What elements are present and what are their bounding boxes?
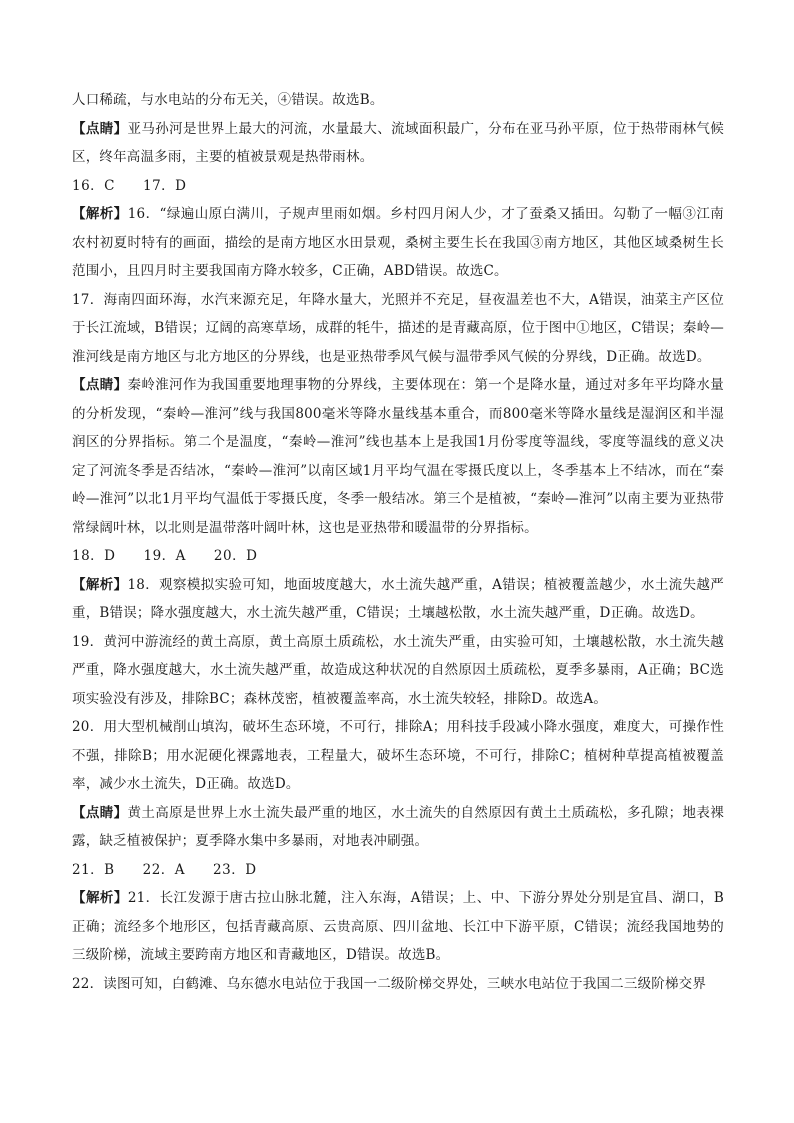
- body-text: 18．观察模拟实验可知，地面坡度越大，水土流失越严重，A错误；植被覆盖越少，水土流失越严重，B错误；降水强度越大，水土流失越严重，C错误；土壤越松散，水土流失越严重，D正确。故选D。: [72, 576, 724, 621]
- body-text: 17．海南四面环海，水汽来源充足，年降水量大，光照并不充足，昼夜温差也不大，A错误，油菜主产区位于长江流域，B错误；辽阔的高寒草场，成群的牦牛，描述的是青藏高原，位于图中①地区，C错误；秦岭—淮河线是南方地区与北方地区的分界线，也是亚热带季风气候与温带季风气候的分界线，D正确。故选D。: [72, 291, 724, 365]
- analysis-paragraph: [72, 286, 724, 372]
- body-text: 黄土高原是世界上水土流失最严重的地区，水土流失的自然原因有黄土土质疏松，多孔隙；地表裸露，缺乏植被保护；夏季降水集中多暴雨，对地表冲刷强。: [72, 804, 724, 849]
- comment-paragraph: [72, 799, 724, 856]
- answer-explanation-text: [72, 86, 724, 998]
- body-text: 19．黄河中游流经的黄土高原，黄土高原土质疏松，水土流失严重，由实验可知，土壤越松散，水土流失越严重，降水强度越大，水土流失越严重，故造成这种状况的自然原因土质疏松，夏季多暴雨，A正确；BC选项实验没有涉及，排除BC；森林茂密，植被覆盖率高，水土流失较轻，排除D。故选A。: [72, 633, 724, 707]
- analysis-paragraph: [72, 200, 724, 286]
- answer-key: 21．B 22．A 23．D: [72, 861, 257, 878]
- comment-tag: 【点睛】: [72, 804, 128, 821]
- answer-key-line: [72, 172, 724, 201]
- body-text: 20．用大型机械削山填沟，破坏生态环境，不可行，排除A；用科技手段减小降水强度，难度大，可操作性不强，排除B；用水泥硬化裸露地表，工程量大，破坏生态环境，不可行，排除C；植树种草提高植被覆盖率，减少水土流失，D正确。故选D。: [72, 719, 724, 792]
- analysis-tag: 【解析】: [72, 890, 128, 906]
- analysis-paragraph: [72, 713, 724, 799]
- comment-paragraph: [72, 371, 724, 542]
- answer-key: 18．D 19．A 20．D: [72, 548, 258, 564]
- comment-tag: 【点睛】: [72, 377, 128, 393]
- body-text: 16．“绿遍山原白满川，子规声里雨如烟。乡村四月闲人少，才了蚕桑又插田。勾勒了一幅③江南农村初夏时特有的画面，描绘的是南方地区水田景观，桑树主要生长在我国③南方地区，其他区域桑树生长范围小，且四月时主要我国南方降水较多，C正确，ABD错误。故选C。: [72, 206, 724, 279]
- body-text: 人口稀疏，与水电站的分布无关，④错误。故选B。: [72, 92, 384, 108]
- body-text: 21．长江发源于唐古拉山脉北麓，注入东海，A错误；上、中、下游分界处分别是宜昌、湖口，B正确；流经多个地形区，包括青藏高原、云贵高原、四川盆地、长江中下游平原，C错误；流经我国地势的三级阶梯，流域主要跨南方地区和青藏地区，D错误。故选B。: [72, 890, 724, 963]
- comment-tag: 【点睛】: [72, 120, 128, 137]
- analysis-tag: 【解析】: [72, 206, 128, 222]
- text-line: [72, 86, 724, 115]
- analysis-paragraph: [72, 571, 724, 628]
- comment-paragraph: [72, 115, 724, 172]
- body-text: 亚马孙河是世界上最大的河流，水量最大、流域面积最广，分布在亚马孙平原，位于热带雨林气候区，终年高温多雨，主要的植被景观是热带雨林。: [72, 120, 724, 165]
- analysis-paragraph: [72, 628, 724, 714]
- body-text: 秦岭淮河作为我国重要地理事物的分界线，主要体现在：第一个是降水量，通过对多年平均降水量的分析发现，“秦岭—淮河”线与我国800毫米等降水量线基本重合，而800毫米等降水量线是湿润区和半湿润区的分界指标。第二个是温度，“秦岭—淮河”线也基本上是我国1月份零度等温线，零度等温线的意义决定了河流冬季是否结冰，“秦岭—淮河”以南区域1月平均气温在零摄氏度以上，冬季基本上不结冰，而在“秦岭—淮河”以北1月平均气温低于零摄氏度，冬季一般结冰。第三个是植被，“秦岭—淮河”以南主要为亚热带常绿阔叶林，以北则是温带落叶阔叶林，这也是亚热带和暖温带的分界指标。: [72, 377, 724, 536]
- analysis-tag: 【解析】: [72, 576, 128, 593]
- answer-key-line: [72, 542, 724, 571]
- analysis-paragraph: [72, 884, 724, 970]
- answer-key: 16．C 17．D: [72, 177, 187, 194]
- body-text: 22．读图可知，白鹤滩、乌东德水电站位于我国一二级阶梯交界处，三峡水电站位于我国二三级阶梯交界: [72, 975, 707, 992]
- analysis-paragraph: [72, 970, 724, 999]
- answer-key-line: [72, 856, 724, 885]
